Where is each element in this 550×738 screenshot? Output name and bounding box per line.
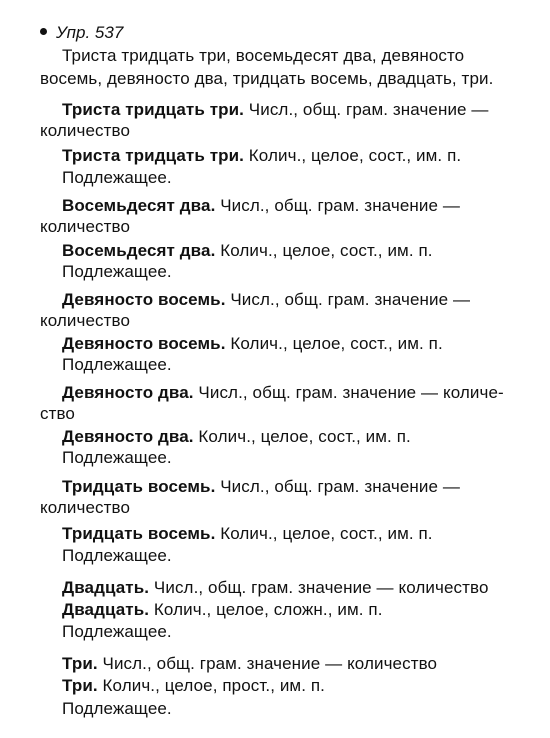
entry-1-line-1 (62, 99, 522, 121)
entry-4-line-3 (62, 426, 522, 448)
entry-2-line-2: количество (40, 217, 131, 236)
analysis-text: Числ., общ. грам. значение — количе- (193, 383, 504, 402)
analysis-text: Числ., общ. грам. значение — (243, 100, 489, 119)
entry-1-line-2: количество (40, 121, 131, 140)
analysis-text: Колич., целое, сост., им. п. (225, 334, 443, 353)
analysis-text: Числ., общ. грам. значение — (225, 290, 471, 309)
entry-6-line-1 (62, 577, 522, 599)
entry-7-line-4: Подлежащее. (62, 699, 172, 718)
analysis-text: Числ., общ. грам. значение — (215, 477, 460, 496)
entry-4-line-1 (62, 382, 522, 404)
entry-5-line-4: Подлежащее. (62, 546, 172, 565)
numeral-term: Тридцать восемь. (62, 477, 216, 496)
numeral-term: Девяносто восемь. (62, 334, 226, 353)
analysis-text: Числ., общ. грам. значение — (215, 196, 460, 215)
entry-2-line-3 (62, 240, 522, 262)
numeral-term: Девяносто два. (62, 383, 194, 402)
intro-line-1: Триста тридцать три, восемьдесят два, девяносто (62, 46, 465, 65)
numeral-term: Три. (62, 654, 98, 673)
numeral-term: Тридцать восемь. (62, 524, 216, 543)
numeral-term: Триста тридцать три. (62, 146, 244, 165)
entry-3-line-3 (62, 333, 522, 355)
entry-2-line-1 (62, 195, 522, 217)
entry-3-line-4: Подлежащее. (62, 355, 172, 374)
entry-5-line-1 (62, 476, 522, 498)
numeral-term: Девяносто восемь. (62, 290, 226, 309)
numeral-term: Восемьдесят два. (62, 241, 216, 260)
analysis-text: Колич., целое, сложн., им. п. (149, 600, 383, 619)
analysis-text: Колич., целое, сост., им. п. (215, 241, 433, 260)
numeral-term: Двадцать. (62, 600, 150, 619)
numeral-term: Восемьдесят два. (62, 196, 216, 215)
intro-line-2: восемь, девяносто два, тридцать восемь, двадцать, три. (40, 69, 494, 88)
entry-5-line-2: количество (40, 498, 131, 517)
entry-6-line-3 (62, 599, 522, 621)
bullet-icon (40, 28, 47, 35)
analysis-text: Колич., целое, сост., им. п. (243, 146, 462, 165)
entry-1-line-4: Подлежащее. (62, 168, 172, 187)
numeral-term: Девяносто два. (62, 427, 194, 446)
entry-2-line-4: Подлежащее. (62, 262, 172, 281)
analysis-text: Колич., целое, сост., им. п. (193, 427, 411, 446)
analysis-text: Колич., целое, прост., им. п. (97, 676, 325, 695)
numeral-term: Триста тридцать три. (62, 100, 244, 119)
analysis-text: Колич., целое, сост., им. п. (215, 524, 433, 543)
entry-7-line-3 (62, 675, 522, 697)
exercise-heading (40, 22, 123, 44)
entry-4-line-4: Подлежащее. (62, 448, 172, 467)
entry-3-line-1 (62, 289, 522, 311)
entry-1-line-3 (62, 145, 522, 167)
exercise-label: Упр. 537 (56, 23, 124, 42)
entry-4-line-2: ство (40, 404, 75, 423)
numeral-term: Три. (62, 676, 98, 695)
entry-6-line-4: Подлежащее. (62, 622, 172, 641)
numeral-term: Двадцать. (62, 578, 150, 597)
entry-7-line-1 (62, 653, 522, 675)
entry-5-line-3 (62, 523, 522, 545)
entry-3-line-2: количество (40, 311, 131, 330)
analysis-text: Числ., общ. грам. значение — количество (149, 578, 489, 597)
analysis-text: Числ., общ. грам. значение — количество (97, 654, 438, 673)
